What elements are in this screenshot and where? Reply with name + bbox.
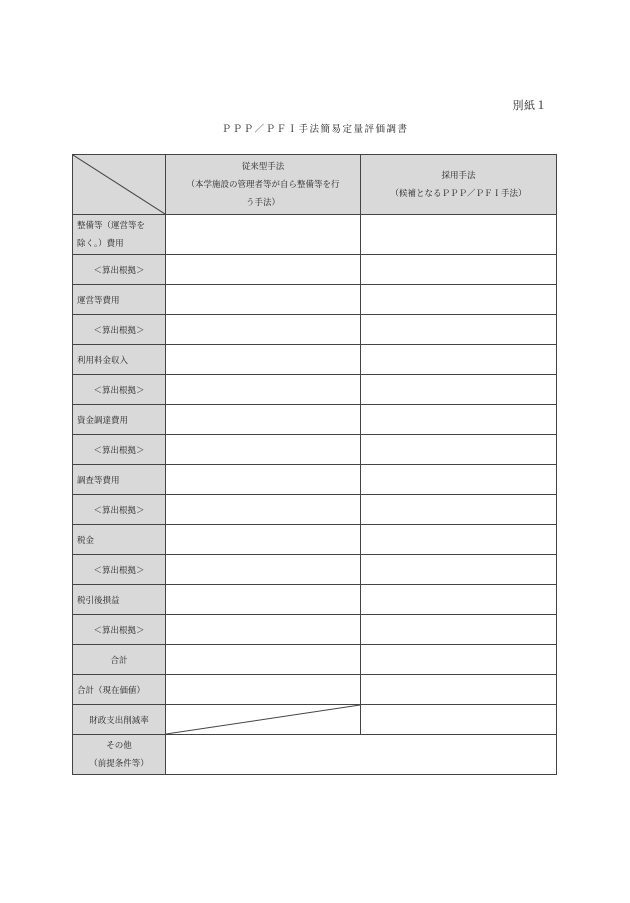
table-row — [73, 735, 557, 775]
header-corner-cell — [73, 155, 166, 215]
adopted-value-cell[interactable] — [361, 345, 557, 375]
table-row — [73, 705, 557, 735]
conventional-value-cell[interactable] — [166, 585, 361, 615]
table-row — [73, 525, 557, 555]
evaluation-table — [72, 154, 557, 775]
adopted-value-cell[interactable] — [361, 255, 557, 285]
header-adopted-note: （候補となるＰＰＰ／ＰＦＩ手法） — [390, 188, 527, 199]
row-label-basis: ＜算出根拠＞ — [73, 495, 166, 525]
table-row — [73, 375, 557, 405]
adopted-value-cell[interactable] — [361, 645, 557, 675]
conventional-value-cell[interactable] — [166, 215, 361, 255]
header-conventional-note-1: （本学施設の管理者等が自ら整備等を行 — [186, 179, 340, 190]
diagonal-line — [166, 705, 360, 734]
table-row — [73, 645, 557, 675]
table-row — [73, 215, 557, 255]
conventional-value-cell[interactable] — [166, 285, 361, 315]
row-label-basis: ＜算出根拠＞ — [73, 435, 166, 465]
header-adopted-method — [361, 155, 557, 215]
adopted-value-cell[interactable] — [361, 285, 557, 315]
other-conditions-cell[interactable] — [166, 735, 557, 775]
conventional-value-cell[interactable] — [166, 375, 361, 405]
row-label-basis: ＜算出根拠＞ — [73, 375, 166, 405]
adopted-value-cell[interactable] — [361, 615, 557, 645]
row-label-line: 整備等（運営等を — [77, 220, 146, 231]
row-label-total-pv: 合計（現在価値） — [73, 675, 166, 705]
row-label-tax: 税金 — [73, 525, 166, 555]
conventional-value-cell[interactable] — [166, 525, 361, 555]
table-row — [73, 405, 557, 435]
table-row — [73, 675, 557, 705]
adopted-value-cell[interactable] — [361, 375, 557, 405]
row-label-after-tax: 税引後損益 — [73, 585, 166, 615]
header-adopted-title: 採用手法 — [441, 170, 476, 181]
table-header-row — [73, 155, 557, 215]
table-row — [73, 495, 557, 525]
adopted-value-cell[interactable] — [361, 215, 557, 255]
table-row — [73, 585, 557, 615]
row-label-line: （前提条件等） — [89, 758, 149, 769]
conventional-value-cell[interactable] — [166, 495, 361, 525]
adopted-value-cell[interactable] — [361, 705, 557, 735]
annex-label: 別紙１ — [512, 99, 547, 112]
conventional-value-cell[interactable] — [166, 645, 361, 675]
conventional-value-cell[interactable] — [166, 555, 361, 585]
row-label-line: 除く。）費用 — [77, 238, 124, 249]
row-label-basis: ＜算出根拠＞ — [73, 315, 166, 345]
adopted-value-cell[interactable] — [361, 315, 557, 345]
adopted-value-cell[interactable] — [361, 435, 557, 465]
header-conventional-note-2: う手法） — [245, 197, 280, 208]
row-label-basis: ＜算出根拠＞ — [73, 555, 166, 585]
row-label-operation: 運営等費用 — [73, 285, 166, 315]
adopted-value-cell[interactable] — [361, 495, 557, 525]
adopted-value-cell[interactable] — [361, 555, 557, 585]
adopted-value-cell[interactable] — [361, 525, 557, 555]
header-conventional-method — [166, 155, 361, 215]
table-row — [73, 315, 557, 345]
table-row — [73, 285, 557, 315]
table-row — [73, 465, 557, 495]
adopted-value-cell[interactable] — [361, 405, 557, 435]
table-row — [73, 555, 557, 585]
adopted-value-cell[interactable] — [361, 465, 557, 495]
table-row — [73, 615, 557, 645]
conventional-value-cell[interactable] — [166, 435, 361, 465]
table-row — [73, 345, 557, 375]
conventional-value-cell[interactable] — [166, 255, 361, 285]
table-row — [73, 435, 557, 465]
conventional-value-cell[interactable] — [166, 675, 361, 705]
adopted-value-cell[interactable] — [361, 675, 557, 705]
conventional-value-cell[interactable] — [166, 345, 361, 375]
conventional-value-cell[interactable] — [166, 315, 361, 345]
row-label-maintenance — [73, 215, 166, 255]
row-label-usage-fee: 利用料金収入 — [73, 345, 166, 375]
row-label-other — [73, 735, 166, 775]
conventional-value-cell[interactable] — [166, 465, 361, 495]
adopted-value-cell[interactable] — [361, 585, 557, 615]
row-label-total: 合計 — [73, 645, 166, 675]
header-conventional-title: 従来型手法 — [241, 161, 285, 172]
row-label-basis: ＜算出根拠＞ — [73, 255, 166, 285]
row-label-survey: 調査等費用 — [73, 465, 166, 495]
conventional-value-cell[interactable] — [166, 405, 361, 435]
conventional-value-cell[interactable] — [166, 615, 361, 645]
conventional-na-cell — [166, 705, 361, 735]
row-label-financing: 資金調達費用 — [73, 405, 166, 435]
row-label-basis: ＜算出根拠＞ — [73, 615, 166, 645]
row-label-reduction-rate: 財政支出削減率 — [73, 705, 166, 735]
diagonal-line — [73, 155, 165, 214]
table-row — [73, 255, 557, 285]
row-label-line: その他 — [106, 740, 132, 751]
document-title: ＰＰＰ／ＰＦＩ手法簡易定量評価調書 — [221, 124, 409, 135]
